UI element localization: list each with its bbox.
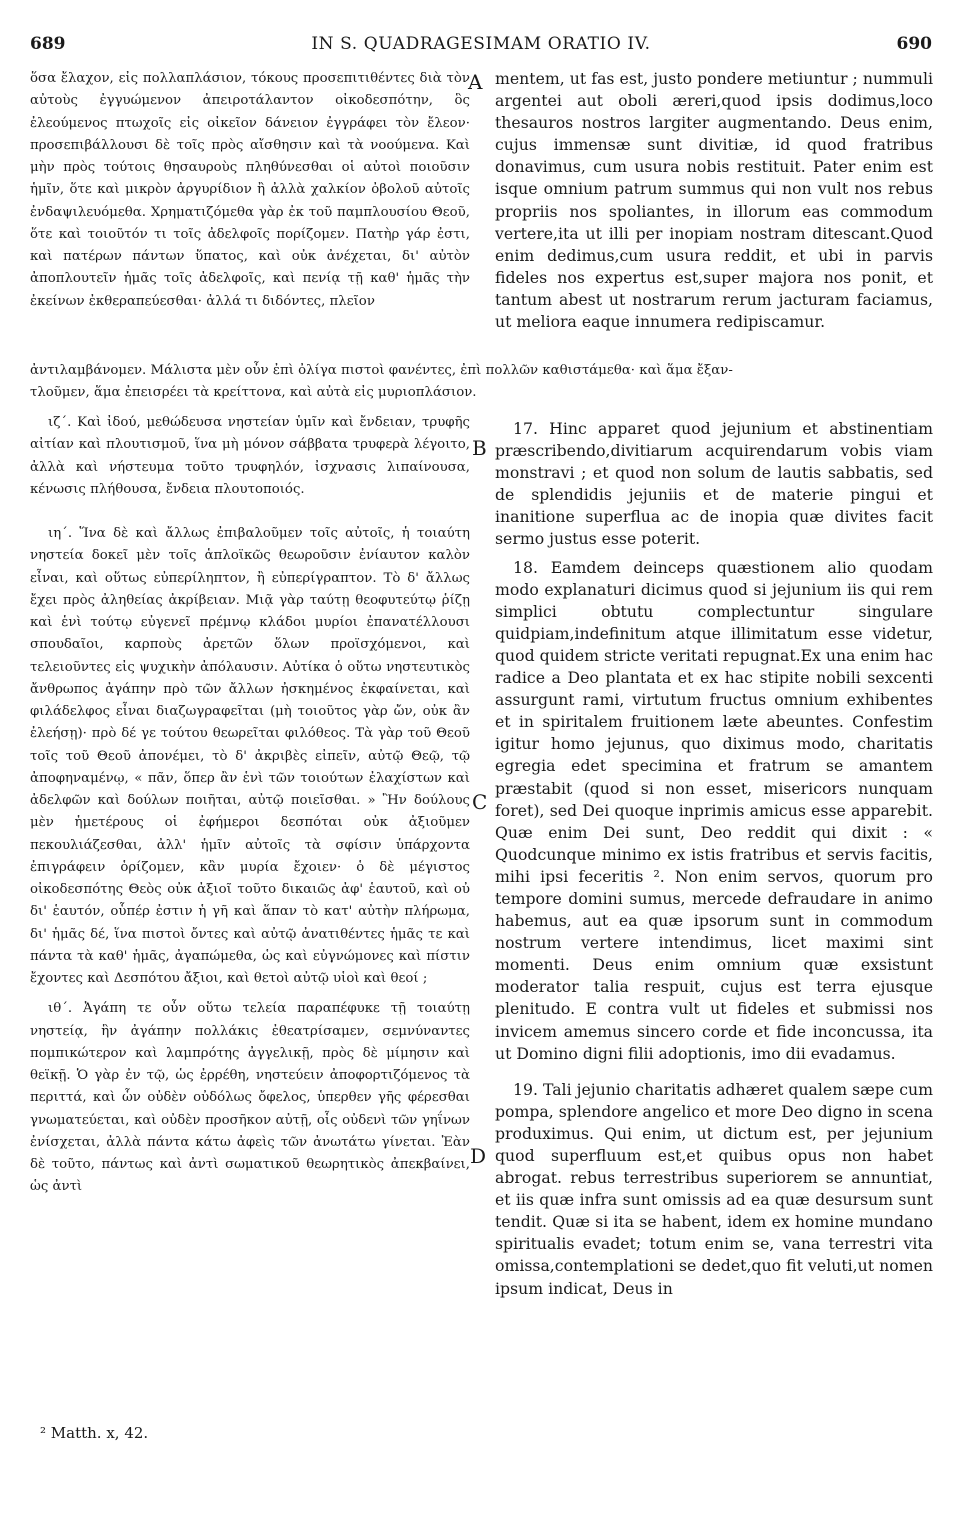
running-header bbox=[30, 34, 932, 64]
greek-paragraph-19: ιθ΄. Ἀγάπη τε οὖν οὕτω τελεία παραπέφυκε τῇ τοιαύτῃ νηστείᾳ, ἣν ἀγάπην πολλάκις ἐθεατρίσαμεν, σεμνύναντες πομπικώτερον καὶ λαμπρότης ἀγγελικῇ, πρὸς δὲ μίμησιν καὶ θεϊκῇ. Ὁ γὰρ ἐν τῷ, ὡς ἐρρέθη, νηστεύειν ἀποφορτιζόμενος τὰ περιττά, καὶ ὧν οὐδὲν οὐδόλως ὄφελος, ὑπερθεν γῆς φέρεσθαι γνωματεύεται, καὶ οὐδὲν προσῆκον αὐτῇ, οἷς οὐδενὶ τῶν γηΐνων ἐνίσχεται, ἀλλὰ πάντα κάτω ἀφεὶς τῶν ἀνωτάτω γίνεται. Ἐὰν δὲ τοῦτο, πάντως καὶ ἀντὶ σωματικοῦ θεωρητικὸς ἀπεκβαίνει, ὡς ἀντὶ bbox=[30, 1001, 470, 1195]
greek-column-bottom bbox=[30, 412, 470, 1199]
running-title: IN S. QUADRAGESIMAM ORATIO IV. bbox=[311, 34, 651, 54]
greek-full-width-line-2: τλοῦμεν, ἅμα ἐπεισρέει τὰ κρείττονα, καὶ αὐτὰ εἰς μυριοπλάσιον. bbox=[30, 385, 477, 400]
page-number-left: 689 bbox=[30, 34, 66, 54]
greek-full-width-line-1: ἀντιλαμβάνομεν. Μάλιστα μὲν οὖν ἐπὶ ὀλίγα πιστοὶ φανέντες, ἐπὶ πολλῶν καθιστάμεθα· καὶ ἅμα ἔξαν- bbox=[30, 363, 733, 378]
margin-marker-a: A bbox=[468, 70, 483, 94]
footnote: ² Matth. x, 42. bbox=[40, 1424, 149, 1442]
latin-column-bottom bbox=[495, 418, 933, 1300]
margin-marker-c: C bbox=[472, 790, 488, 814]
page-number-right: 690 bbox=[896, 34, 932, 54]
latin-paragraph-18: 18. Eamdem deinceps quæstionem alio quodam modo explanaturi dicimus quod si jejunium iis qui rem simplici obtutu complectuntur singulare quidpiam,indefinitum atque illimitatum esse videtur, quod quidem stricte veritati repugnat.Ex una enim hac radice a Deo plantata et ex hac stipite nobili sexcenti assurgunt rami, virtutum fructus omnium exhibentes et in spiritalem fruitionem læte abeuntes. Confestim igitur homo jejunus, quo diximus modo, charitatis egregia edet specimina et fratrum se amantem præstabit (quod si non esset, misericors nunquam foret), sed Dei quoque inprimis amicus esse apparebit. Quæ enim Dei sunt, Deo reddit qui dixit : « Quodcunque minimo ex istis fratribus et servis facitis, mihi ipsi feceritis ². Non enim servos, quorum pro tempore domini sumus, mercede defraudare in animo habemus, aut ea quæ ipsorum sunt in commodum nostrum vertere intendimus, licet maximi sint momenti. Deus enim omnium quæ exsistunt moderator talia respuit, cujus est terra ejusque plenitudo. E contra vult ut fideles et submissi nos invicem amemus sincero corde et fide inconcussa, ita ut Domino digni filii adoptionis, imo dii evadamus. bbox=[495, 557, 933, 1063]
greek-paragraph-18: ιη΄. Ἵνα δὲ καὶ ἄλλως ἐπιβαλοῦμεν τοῖς αὐτοῖς, ἡ τοιαύτη νηστεία δοκεῖ μὲν τοῖς ἁπλοϊκῶς θεωροῦσιν ἐνίαυτον καλὸν εἶναι, καὶ οὕτως εὐπερίληπτον, ἢ εὐπερίγραπτον. Τὸ δ' ἄλλως ἔχει πρὸς ἀληθείας ἀκρίβειαν. Μιᾷ γὰρ ταύτῃ θεοφυτεύτῳ ῥίζῃ καὶ ἑνὶ τούτῳ εὐγενεῖ πρέμνῳ κλάδοι μυρίοι ἐπανατέλλουσι σπουδαῖοι, καρποὺς ἀρετῶν ὅλων προϊσχόμενοι, καὶ τελειοῦντες εἰς ψυχικὴν ἀπόλαυσιν. Αὐτίκα ὁ οὕτω νηστευτικὸς ἄνθρωπος ἀγάπην πρὸ τῶν ἄλλων ἠσκημένος ἐκφαίνεται, καὶ φιλάδελφος εἶναι διαζωγραφεῖται (μὴ τοιοῦτος γὰρ ὤν, οὐκ ἂν ἐλεήσῃ)· πρὸ δέ γε τούτου θεωρεῖται φιλόθεος. Τὰ γὰρ τοῦ Θεοῦ τοῖς τοῦ Θεοῦ ἀπονέμει, τὸ δ' ἀκριβὲς εἰπεῖν, αὐτῷ Θεῷ, τῷ ἀποφηναμένῳ, « πᾶν, ὅπερ ἂν ἑνὶ τῶν τοιούτων ἐλαχίστων καὶ ἀδελφῶν καὶ δούλων ποιῆται, αὐτῷ ποιεῖσθαι. » Ἢν δούλους μὲν ἡμετέρους οἱ ἐφήμεροι δεσπόται οὐκ ἀξιοῦμεν πεκουλιάζεσθαι, ἀλλ' ἡμῖν αὐτοῖς τὰ σφίσιν ὑπάρχοντα ἐπιγράφειν ὁρίζομεν, κἂν μυρία ἔχοιεν· ὁ δὲ μέγιστος οἰκοδεσπότης Θεὸς οὐκ ἀξιοῖ τοῦτο δικαιῶς ἀφ' ἑαυτοῦ, καὶ οὐ δι' ἑαυτόν, οὗπέρ ἐστιν ἡ γῆ καὶ ἅπαν τὸ κατ' αὐτὴν πλήρωμα, δι' ἡμᾶς δέ, ἵνα πιστοὶ ὄντες καὶ αὐτῷ ἀνατιθέντες ἡμᾶς τε καὶ πάντα τὰ καθ' ἡμᾶς, ἀγαπώμεθα, ὡς καὶ εὐγνώμονες καὶ πίστιν ἔχοντες καὶ Δεσπότου ἄξιοι, καὶ θετοὶ αὐτῷ υἱοὶ καὶ θεοί ; bbox=[30, 526, 470, 986]
greek-column-top bbox=[30, 68, 470, 313]
latin-paragraph-1: mentem, ut fas est, justo pondere metiuntur ; nummuli argentei aut oboli æreri,quod ipsis dodimus,loco thesauros nostros largiter augmentando. Deus enim, cujus immensæ sunt divitiæ, id quod fratribus donavimus, cum usura nobis restituit. Pater enim est isque omnium patrum summus qui non vult nos rebus propriis nos spoliantes, in illorum eas commodum vertere,ita ut illi per inopiam nostram ditescant.Quod enim dedimus,cum usura reddit, et ubi in parvis fideles nos expertus est,super majora nos ponit, et tantum abest ut nostrarum rerum jacturam faciamus, ut meliora eaque innumera redipiscamur. bbox=[495, 69, 933, 332]
greek-full-width-lines bbox=[30, 360, 933, 404]
margin-marker-b: B bbox=[472, 436, 487, 460]
latin-column-top bbox=[495, 68, 933, 333]
latin-paragraph-17: 17. Hinc apparet quod jejunium et abstinentiam præscribendo,divitiarum acquirendarum vobis viam monstravi ; et quod non solum de lautis sabbatis, sed de splendidis jejuniis et de materie pingui et inanitione superflua ac de inopia quæ divites facit sermo justus esse poterit. bbox=[495, 419, 933, 549]
latin-paragraph-19: 19. Tali jejunio charitatis adhæret qualem sæpe cum pompa, splendore angelico et more Deo digno in scena produximus. Qui enim, ut dictum est, per jejunium quod superfluum est,et quibus opus non habet abrogat. rebus terrestribus superiorem se annuntiat, et iis quæ infra sunt omissis ad ea quæ desursum sunt tendit. Quæ si ita se habent, idem ex homine mundano spiritualis evadet; totum enim se, vana terrestri vita omissa,contemplationi se dedet,quo fit veluti,ut nomen ipsum indicat, Deus in bbox=[495, 1079, 933, 1298]
margin-marker-d: D bbox=[470, 1144, 487, 1168]
greek-paragraph-1: ὅσα ἔλαχον, εἰς πολλαπλάσιον, τόκους προσεπιτιθέντες διὰ τὸν αὐτοὺς ἐγγυώμενον ἀπειροτάλαντον οἰκοδεσπότην, ὃς ἐλεούμενος πτωχοῖς εἰς οἰκεῖον δάνειον ἐγγράφει τὸν ἔλεον· προσεπιβάλλουσι δὲ τοῖς πρὸς αἴσθησιν καὶ τὰ νοούμενα. Καὶ μὴν πρὸς τούτοις θησαυροὺς πληθύνεσθαι οἱ αὐτοὶ ποιοῦσιν ἡμῖν, ὅτε καὶ μικρὸν ἀργυρίδιον ἢ ἀλλὰ χαλκίον ὀβολοῦ αὐτοῖς ἐνδαψιλευόμεθα. Χρηματιζόμεθα γὰρ ἐκ τοῦ παμπλουσίου Θεοῦ, ὅτε καὶ τοιοῦτόν τι τοῖς ἀδελφοῖς πορίζομεν. Πατὴρ γάρ ἐστι, καὶ πατέρων πάντων ὕπατος, καὶ οὐκ ἀνέχεται, δι' αὐτὸν ἀποπλουτεῖν ἡμᾶς τοῖς ἀδελφοῖς, καὶ πενίᾳ τῇ καθ' ἡμᾶς τὴν ἐκείνων ἐκθεραπεύεσθαι· ἀλλά τι διδόντες, πλεῖον bbox=[30, 71, 470, 309]
greek-paragraph-17: ιζ΄. Καὶ ἰδού, μεθώδευσα νηστείαν ὑμῖν καὶ ἔνδειαν, τρυφῆς αἰτίαν καὶ πλουτισμοῦ, ἵνα μὴ μόνον σάββατα τρυφερὰ λέγοιτο, ἀλλὰ καὶ νήστευμα τοῦτο τρυφηλόν, ἰσχνασις λιπαίνουσα, κένωσις πλήθουσα, ἔνδεια πλουτοποιός. bbox=[30, 415, 470, 497]
